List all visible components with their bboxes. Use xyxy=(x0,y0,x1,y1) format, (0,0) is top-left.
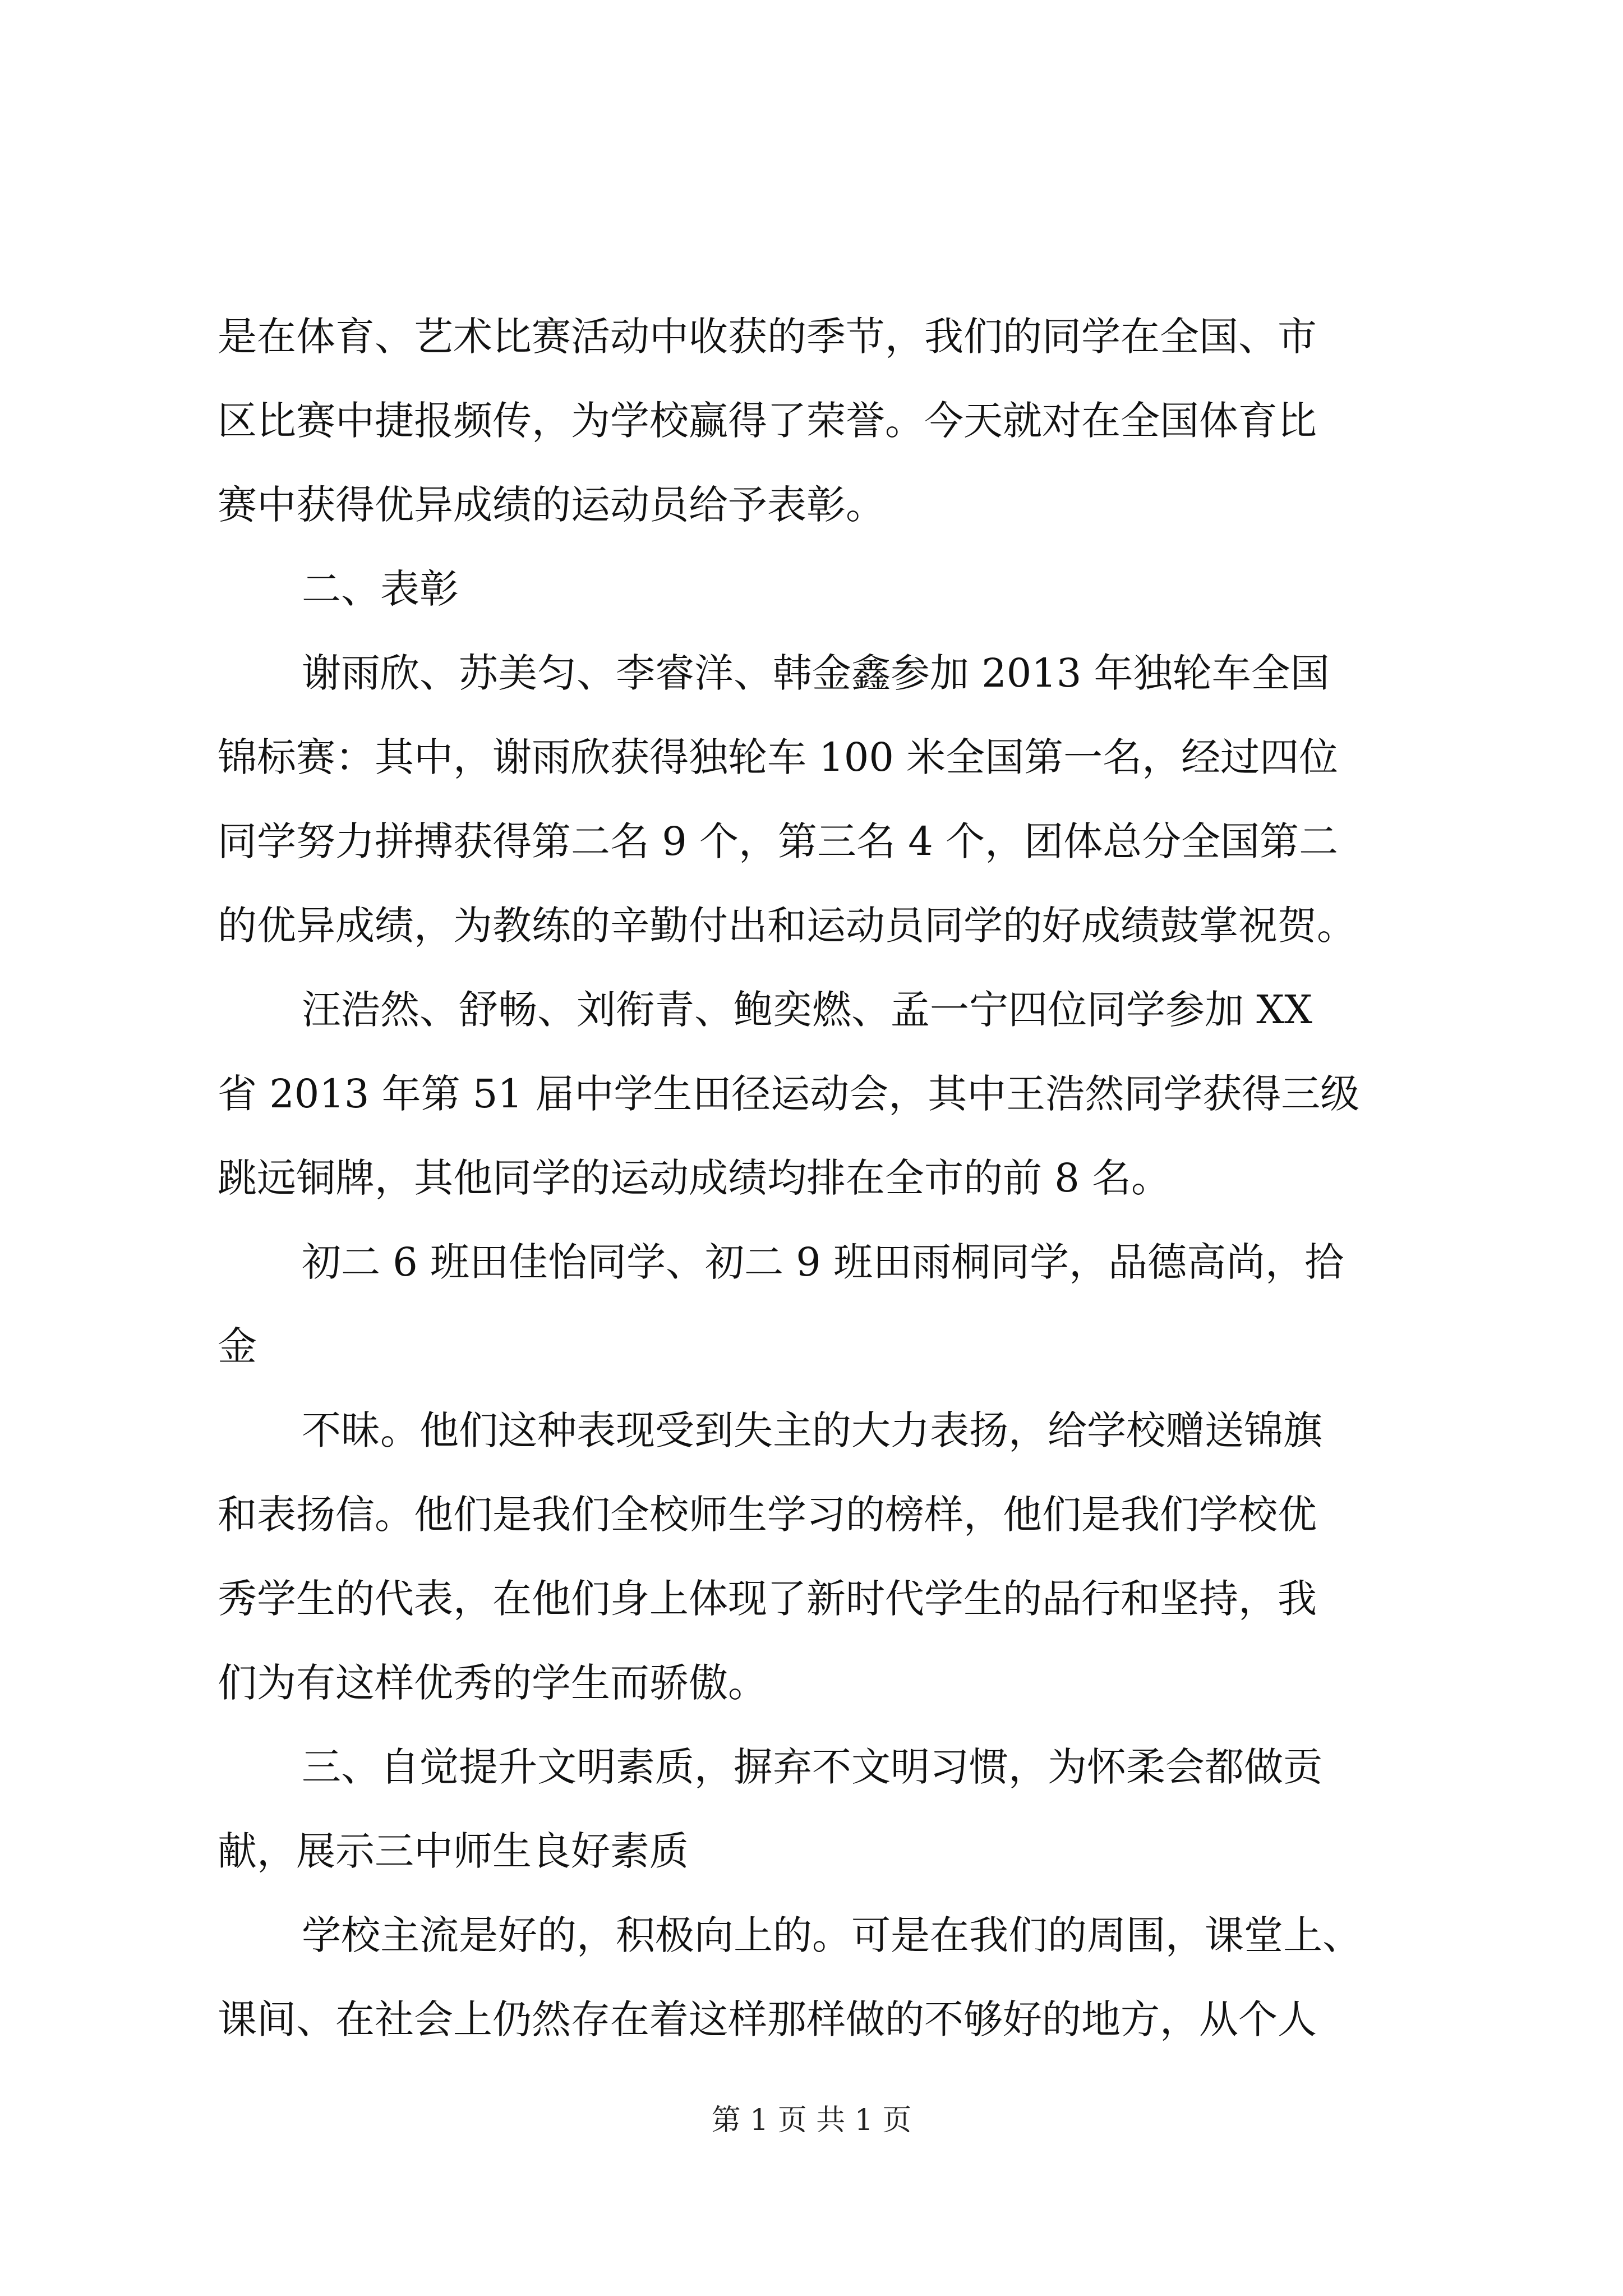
body-line: 区比赛中捷报频传，为学校赢得了荣誉。今天就对在全国体育比 xyxy=(218,398,1317,444)
body-line: 和表扬信。他们是我们全校师生学习的榜样，他们是我们学校优 xyxy=(218,1492,1317,1538)
body-line: 们为有这样优秀的学生而骄傲。 xyxy=(218,1660,767,1706)
body-line: 是在体育、艺术比赛活动中收获的季节，我们的同学在全国、市 xyxy=(218,314,1317,360)
body-line: 初二 6 班田佳怡同学、初二 9 班田雨桐同学，品德高尚，拾 xyxy=(302,1239,1344,1285)
section-heading: 三、自觉提升文明素质，摒弃不文明习惯，为怀柔会都做贡 xyxy=(302,1744,1322,1790)
body-line: 的优异成绩，为教练的辛勤付出和运动员同学的好成绩鼓掌祝贺。 xyxy=(218,903,1356,949)
body-line: 秀学生的代表，在他们身上体现了新时代学生的品行和坚持，我 xyxy=(218,1576,1317,1622)
body-line: 不昧。他们这种表现受到失主的大力表扬，给学校赠送锦旗 xyxy=(302,1407,1322,1453)
body-line: 金 xyxy=(218,1323,257,1369)
section-heading: 二、表彰 xyxy=(302,566,459,612)
body-line: 课间、在社会上仍然存在着这样那样做的不够好的地方，从个人 xyxy=(218,1996,1317,2042)
body-line: 同学努力拼搏获得第二名 9 个，第三名 4 个，团体总分全国第二 xyxy=(218,818,1339,864)
page-number-footer: 第 1 页 共 1 页 xyxy=(711,2104,912,2137)
body-line: 省 2013 年第 51 届中学生田径运动会，其中王浩然同学获得三级 xyxy=(218,1071,1360,1117)
section-heading: 献，展示三中师生良好素质 xyxy=(218,1828,689,1874)
body-line: 学校主流是好的，积极向上的。可是在我们的周围，课堂上、 xyxy=(302,1912,1362,1958)
body-line: 汪浩然、舒畅、刘衔青、鲍奕燃、孟一宁四位同学参加 XX xyxy=(302,987,1312,1033)
body-line: 赛中获得优异成绩的运动员给予表彰。 xyxy=(218,482,885,528)
body-line: 跳远铜牌，其他同学的运动成绩均排在全市的前 8 名。 xyxy=(218,1155,1171,1201)
body-line: 谢雨欣、苏美匀、李睿洋、韩金鑫参加 2013 年独轮车全国 xyxy=(302,650,1330,696)
body-line: 锦标赛：其中，谢雨欣获得独轮车 100 米全国第一名，经过四位 xyxy=(218,734,1339,780)
